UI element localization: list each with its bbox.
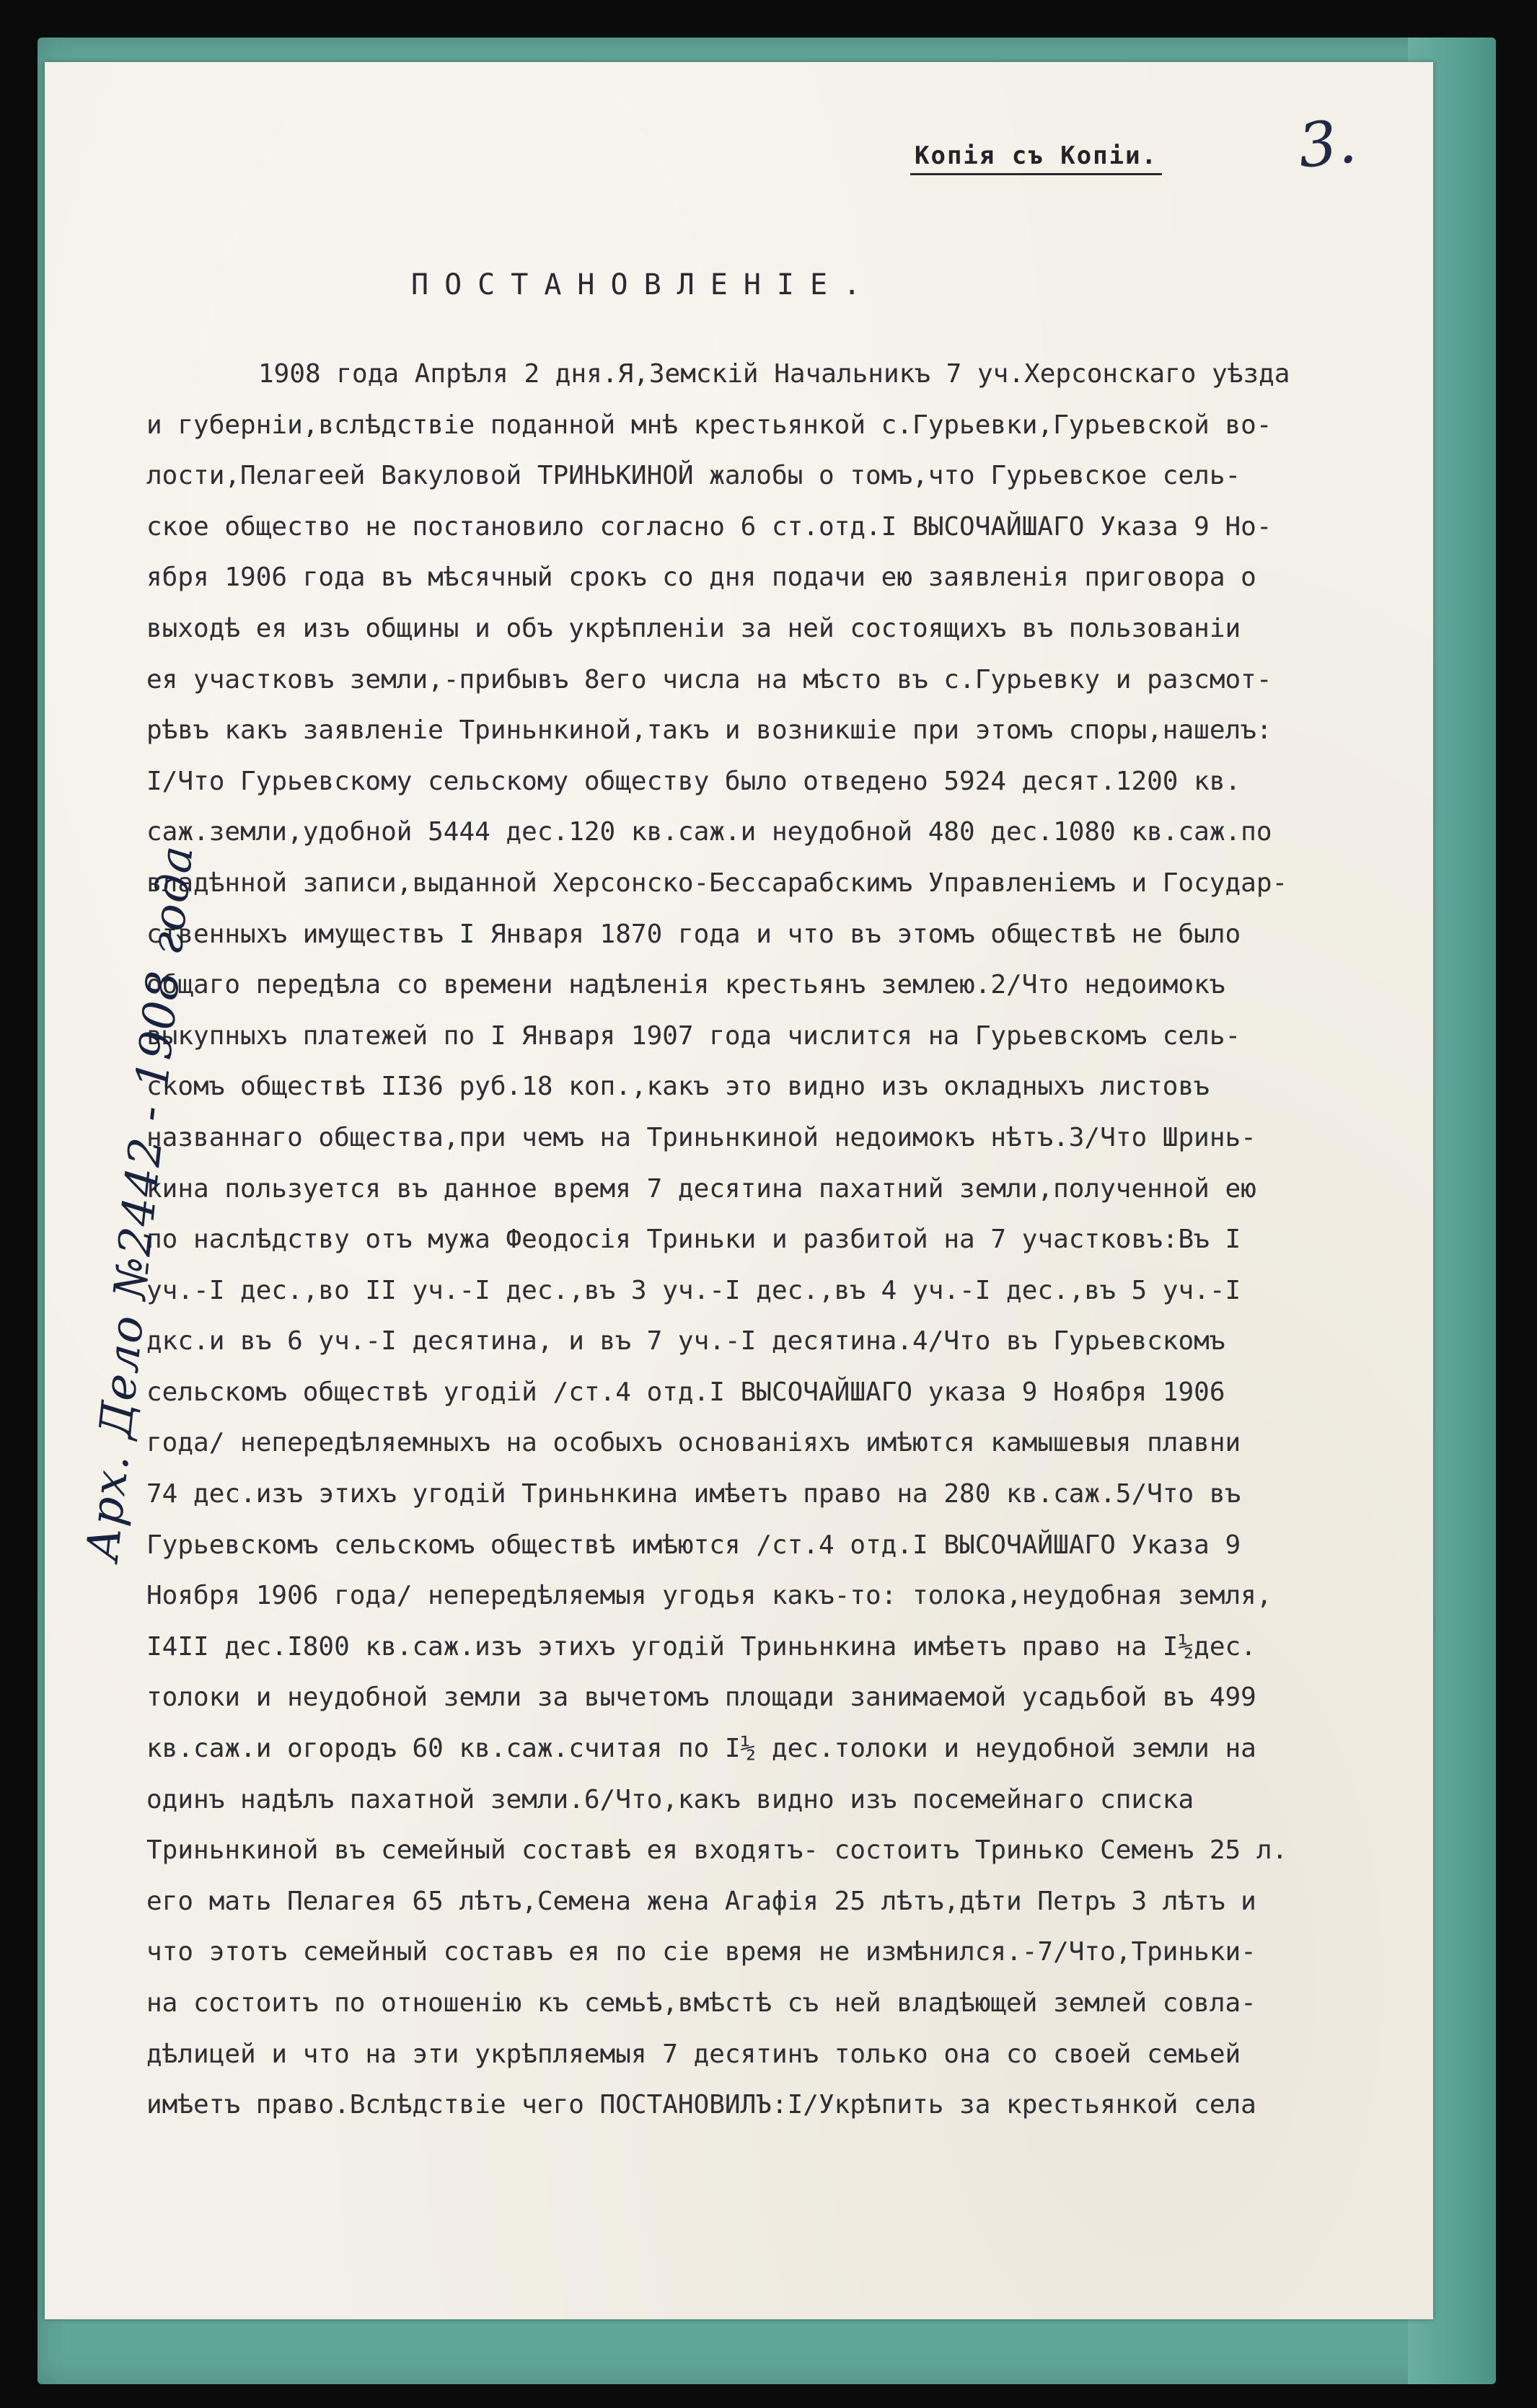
document-body <box>146 349 1416 2195</box>
body-line: выкупныхъ платежей по I Января 1907 года числится на Гурьевскомъ сель- <box>146 1020 1241 1051</box>
body-line: что этотъ семейный составъ ея по сіе время не измѣнился.-7/Что,Триньки- <box>146 1937 1256 1967</box>
copy-header <box>910 141 1300 179</box>
body-line: саж.земли,удобной 5444 дес.120 кв.саж.и неудобной 480 дес.1080 кв.саж.по <box>146 817 1272 847</box>
body-line: кина пользуется въ данное время 7 десятина пахатний земли,полученной ею <box>146 1173 1256 1204</box>
body-line: Гурьевскомъ сельскомъ обществѣ имѣются /ст.4 отд.I ВЫСОЧАЙШАГО Указа 9 <box>146 1530 1241 1560</box>
body-line: одинъ надѣлъ пахатной земли.6/Что,какъ видно изъ посемейнаго списка <box>146 1784 1194 1814</box>
body-line: рѣвъ какъ заявленіе Триньнкиной,такъ и возникшіе при этомъ споры,нашелъ: <box>146 715 1272 746</box>
body-line: лости,Пелагеей Вакуловой ТРИНЬКИНОЙ жалобы о томъ,что Гурьевское сель- <box>146 461 1241 491</box>
body-line: дкс.и въ 6 уч.-I десятина, и въ 7 уч.-I десятина.4/Что въ Гурьевскомъ <box>146 1326 1225 1357</box>
document-title: ПОСТАНОВЛЕНІЕ. <box>411 268 877 301</box>
body-line: по наслѣдству отъ мужа Феодосія Триньки и разбитой на 7 участковъ:Въ I <box>146 1225 1241 1255</box>
body-line: уч.-I дес.,во II уч.-I дес.,въ 3 уч.-I дес.,въ 4 уч.-I дес.,въ 5 уч.-I <box>146 1275 1241 1305</box>
body-line: 74 дес.изъ этихъ угодій Триньнкина имѣетъ право на 280 кв.саж.5/Что въ <box>146 1479 1241 1509</box>
body-line: дѣлицей и что на эти укрѣпляемыя 7 десятинъ только она со своей семьей <box>146 2039 1241 2069</box>
body-line: кв.саж.и огородъ 60 кв.саж.считая по I½ дес.толоки и неудобной земли на <box>146 1734 1256 1764</box>
body-line: ственныхъ имуществъ I Января 1870 года и что въ этомъ обществѣ не было <box>146 919 1241 949</box>
body-line: его мать Пелагея 65 лѣтъ,Семена жена Агафія 25 лѣтъ,дѣти Петръ 3 лѣтъ и <box>146 1886 1256 1916</box>
copy-header-text: Копія съ Копіи. <box>910 141 1162 175</box>
body-line: скомъ обществѣ II36 руб.18 коп.,какъ это видно изъ окладныхъ листовъ <box>146 1072 1210 1102</box>
body-line: владѣнной записи,выданной Херсонско-Бессарабскимъ Управленіемъ и Государ- <box>146 868 1288 898</box>
body-line: общаго передѣла со времени надѣленія крестьянъ землею.2/Что недоимокъ <box>146 970 1225 1000</box>
body-line: и губерніи,вслѣдствіе поданной мнѣ крестьянкой с.Гурьевки,Гурьевской во- <box>146 410 1272 440</box>
body-line: ское общество не постановило согласно 6 ст.отд.I ВЫСОЧАЙШАГО Указа 9 Но- <box>146 511 1272 542</box>
body-line: ея участковъ земли,-прибывъ 8его числа на мѣсто въ с.Гурьевку и разсмот- <box>146 664 1272 694</box>
body-line: выходѣ ея изъ общины и объ укрѣпленіи за ней состоящихъ въ пользованіи <box>146 613 1241 643</box>
body-line: ября 1906 года въ мѣсячный срокъ со дня подачи ею заявленія приговора о <box>146 563 1256 593</box>
body-line: названнаго общества,при чемъ на Триньнкиной недоимокъ нѣтъ.3/Что Шринь- <box>146 1122 1256 1152</box>
body-line: Триньнкиной въ семейный составѣ ея входятъ- состоитъ Тринько Семенъ 25 л. <box>146 1835 1288 1866</box>
body-line: имѣетъ право.Вслѣдствіе чего ПОСТАНОВИЛЪ:I/Укрѣпить за крестьянкой села <box>146 2090 1256 2120</box>
body-line: 1908 года Апрѣля 2 дня.Я,Земскій Начальникъ 7 уч.Херсонскаго уѣзда <box>258 359 1290 389</box>
body-line: Ноября 1906 года/ непередѣляемыя угодья какъ-то: толока,неудобная земля, <box>146 1581 1272 1611</box>
body-line: I4II дес.I800 кв.саж.изъ этихъ угодій Триньнкина имѣетъ право на I½дес. <box>146 1631 1256 1662</box>
body-line: сельскомъ обществѣ угодій /ст.4 отд.I ВЫСОЧАЙШАГО указа 9 Ноября 1906 <box>146 1377 1225 1407</box>
body-line: I/Что Гурьевскому сельскому обществу было отведено 5924 десят.1200 кв. <box>146 766 1241 796</box>
body-line: года/ непередѣляемныхъ на особыхъ основаніяхъ имѣются камышевыя плавни <box>146 1428 1241 1458</box>
body-line: толоки и неудобной земли за вычетомъ площади занимаемой усадьбой въ 499 <box>146 1682 1256 1713</box>
handwritten-page-number: 3. <box>1295 105 1360 182</box>
handwritten-archive-note: Арх. Дело №2442 - 1908 года <box>76 842 203 1564</box>
body-line: на состоитъ по отношенію къ семьѣ,вмѣстѣ съ ней владѣющей землей совла- <box>146 1988 1256 2018</box>
